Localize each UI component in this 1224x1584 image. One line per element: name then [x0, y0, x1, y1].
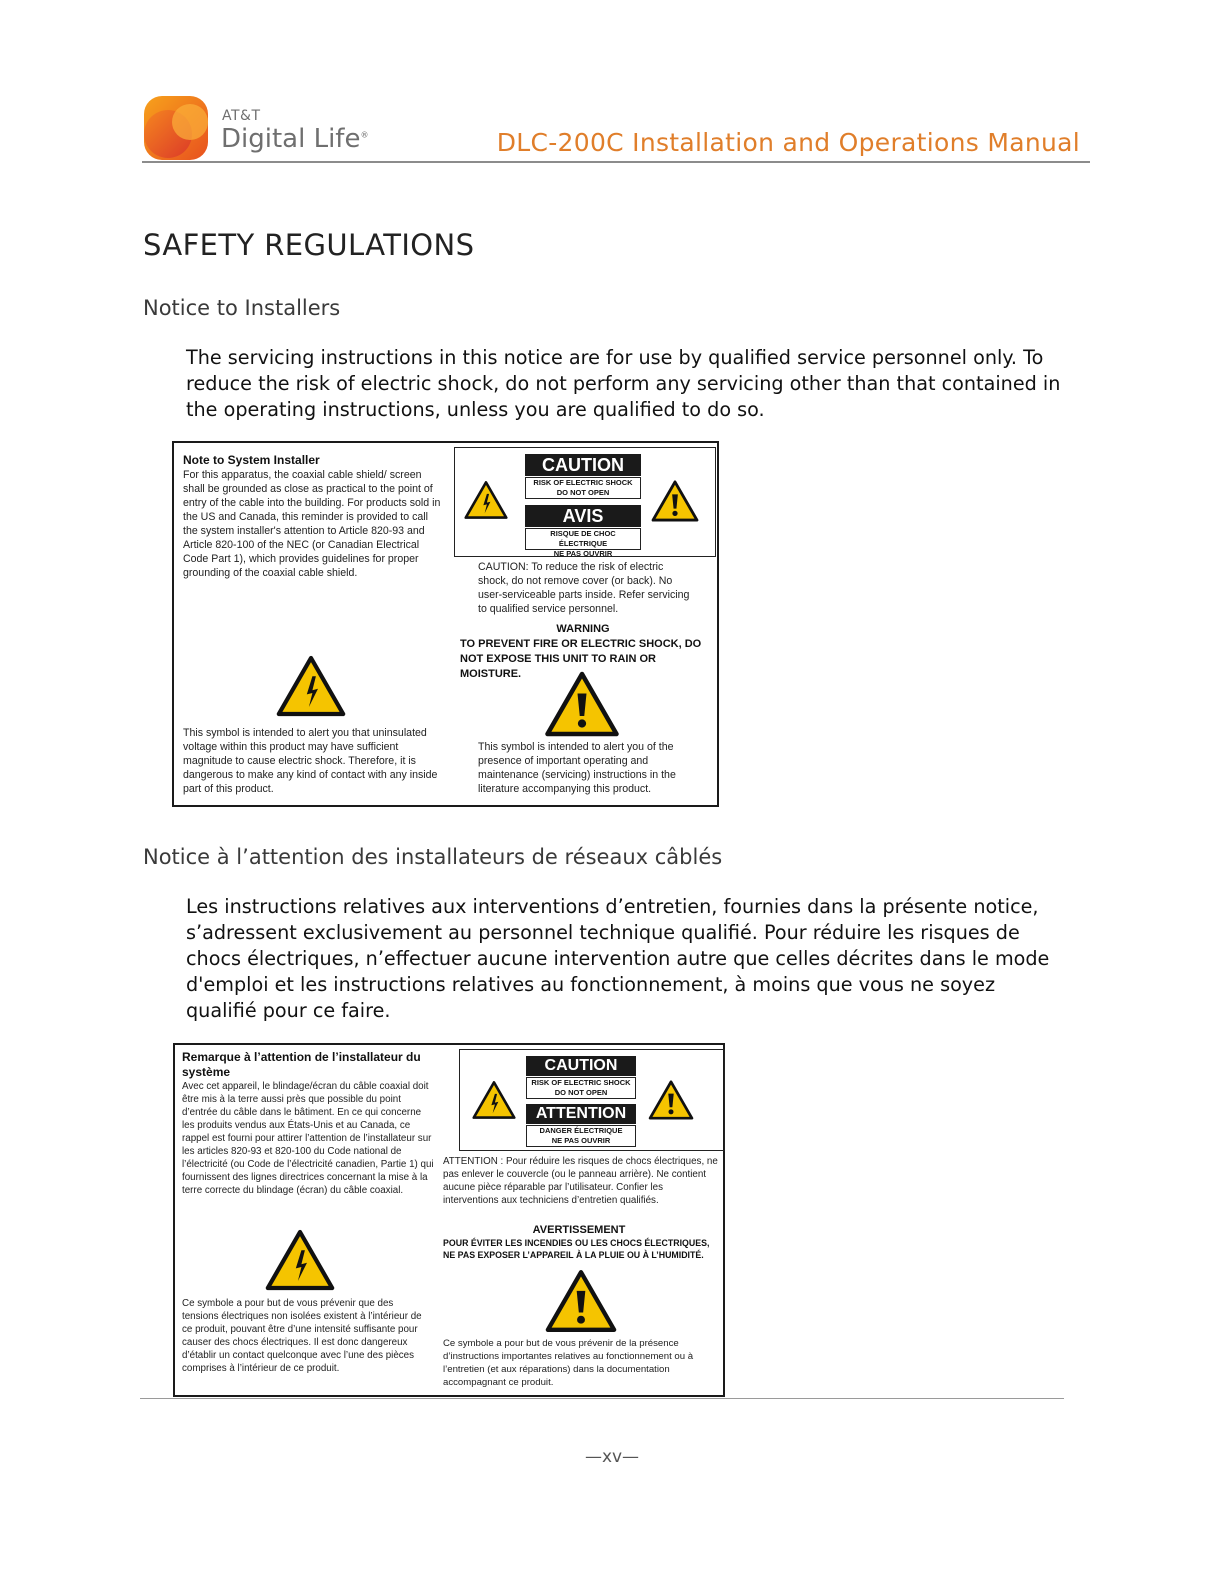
caution-subtext-line2: DO NOT OPEN	[554, 1088, 608, 1097]
installer-note-text: For this apparatus, the coaxial cable shield/ screen shall be grounded as close as practical to the point of entry of the cable into the building. For products sold in the US and Canada, this reminder is provided to call the system installer's attention to Article 820-93 and Article 820-100 of the NEC (or Canadian Electrical Code Part 1), which provides guidelines for proper grounding of the coaxial cable shield.	[183, 469, 441, 579]
exclaim-symbol-explanation: This symbol is intended to alert you of the presence of important operating and maintenance (servicing) instructions in the literature accompanying this product.	[478, 741, 676, 795]
installer-note-block	[182, 1050, 436, 1197]
exclamation-warning-icon	[545, 1269, 617, 1333]
footer-divider	[140, 1398, 1064, 1399]
exclamation-warning-icon	[651, 480, 699, 522]
avis-badge: AVIS	[525, 505, 641, 527]
warning-title: AVERTISSEMENT	[532, 1224, 626, 1236]
warning-title: WARNING	[556, 623, 610, 635]
french-notice-heading: Notice à l’attention des installateurs de réseaux câblés	[143, 845, 723, 869]
warning-text: POUR ÉVITER LES INCENDIES OU LES CHOCS ÉLECTRIQUES, NE PAS EXPOSER L’APPAREIL À LA PLUIE OU À L’HUMIDITÉ.	[443, 1238, 710, 1260]
att-digital-life-logo-icon	[142, 94, 210, 162]
bolt-symbol-explanation: This symbol is intended to alert you that uninsulated voltage within this product may have sufficient magnitude to cause electric shock. Therefore, it is dangerous to make any kind of contact with any inside part of this product.	[183, 727, 438, 795]
section-title: SAFETY REGULATIONS	[143, 228, 475, 262]
electric-shock-warning-icon	[276, 655, 346, 717]
caution-subtext	[526, 1077, 636, 1099]
logo-registered-mark: ®	[360, 130, 369, 140]
installer-note-text: Avec cet appareil, le blindage/écran du câble coaxial doit être mis à la terre aussi près que possible du point d’entrée du câble dans le bâtiment. En ce qui concerne les produits vendus aux États-Unis et au Canada, ce rappel est fourni pour attirer l’attention de l’installateur sur les articles 820-93 et 820-100 du Code national de l’électricité (ou Code de l’électricité canadien, Partie 1) qui fournissent des lignes directrices concernant la mise à la terre correcte du blindage (écran) du câble coaxial.	[182, 1081, 434, 1196]
caution-subtext-line2: DO NOT OPEN	[556, 488, 610, 497]
caution-badge: CAUTION	[526, 1056, 636, 1076]
caution-subtext	[525, 477, 641, 499]
avis-subtext-line1: RISQUE DE CHOC ÉLECTRIQUE	[550, 529, 616, 548]
caution-explanation: ATTENTION : Pour réduire les risques de chocs électriques, ne pas enlever le couvercle (ou le panneau arrière). Ne contient aucune pièce réparable par l’utilisateur. Confier les interventions aux techniciens d’entretien qualifiés.	[443, 1156, 718, 1206]
attention-subtext	[526, 1125, 636, 1147]
electric-shock-warning-icon	[464, 480, 508, 520]
caution-subtext-line1: RISK OF ELECTRIC SHOCK	[533, 478, 633, 487]
installer-note-title: Remarque à l’attention de l’installateur du système	[182, 1050, 421, 1079]
attention-subtext-line2: NE PAS OUVRIR	[551, 1136, 611, 1145]
exclamation-warning-icon	[544, 671, 620, 737]
exclamation-warning-icon	[648, 1080, 694, 1120]
bolt-symbol-explanation: Ce symbole a pour but de vous prévenir que des tensions électriques non isolées existent à l’intérieur de ce produit, pouvant être d’une intensité suffisante pour causer des chocs électriques. Il est donc dangereux d’établir un contact quelconque avec l’une des pièces comprises à l’intérieur de ce produit.	[182, 1298, 422, 1374]
electric-shock-warning-icon	[265, 1229, 335, 1291]
warning-text: TO PREVENT FIRE OR ELECTRIC SHOCK, DO NOT EXPOSE THIS UNIT TO RAIN OR MOISTURE.	[460, 638, 702, 680]
english-safety-label	[172, 441, 719, 807]
installer-note-title: Note to System Installer	[183, 453, 320, 467]
logo-product-text	[221, 124, 368, 154]
installer-note-block	[183, 453, 445, 580]
electric-shock-warning-icon	[472, 1080, 516, 1120]
attention-badge: ATTENTION	[526, 1104, 636, 1124]
caution-sign	[454, 447, 716, 557]
english-notice-body: The servicing instructions in this notice are for use by qualified service personnel only. To reduce the risk of electric shock, do not perform any servicing other than that contained in the operating instructions, unless you are qualified to do so.	[186, 346, 1061, 421]
logo-brand-text: AT&T	[222, 108, 261, 124]
attention-subtext-line1: DANGER ÉLECTRIQUE	[539, 1126, 623, 1135]
header-divider	[142, 161, 1090, 163]
page-number: —xv—	[584, 1447, 640, 1467]
avis-subtext-line2: NE PAS OUVRIR	[553, 549, 613, 558]
french-safety-label	[173, 1043, 725, 1397]
caution-badge: CAUTION	[525, 454, 641, 476]
caution-explanation: CAUTION: To reduce the risk of electric shock, do not remove cover (or back). No user-serviceable parts inside. Refer servicing to qualified service personnel.	[478, 561, 690, 615]
english-notice-heading: Notice to Installers	[143, 296, 341, 320]
logo-product-name: Digital Life	[221, 124, 361, 154]
exclaim-symbol-explanation: Ce symbole a pour but de vous prévenir de la présence d’instructions importantes relatives au fonctionnement ou à l’entretien (et aux réparations) dans la documentation accompagnant ce produit.	[443, 1338, 694, 1388]
french-notice-body: Les instructions relatives aux interventions d’entretien, fournies dans la présente notice, s’adressent exclusivement au personnel technique qualifié. Pour réduire les risques de chocs électriques, n’effectuer aucune intervention autre que celles décrites dans le mode d'emploi et les instructions relatives au fonctionnement, à moins que vous ne soyez qualifié pour ce faire.	[186, 895, 1050, 1022]
caution-subtext-line1: RISK OF ELECTRIC SHOCK	[531, 1078, 631, 1087]
caution-sign	[459, 1049, 725, 1151]
document-title: DLC-200C Installation and Operations Manual	[496, 128, 1080, 157]
avis-subtext	[525, 528, 641, 558]
